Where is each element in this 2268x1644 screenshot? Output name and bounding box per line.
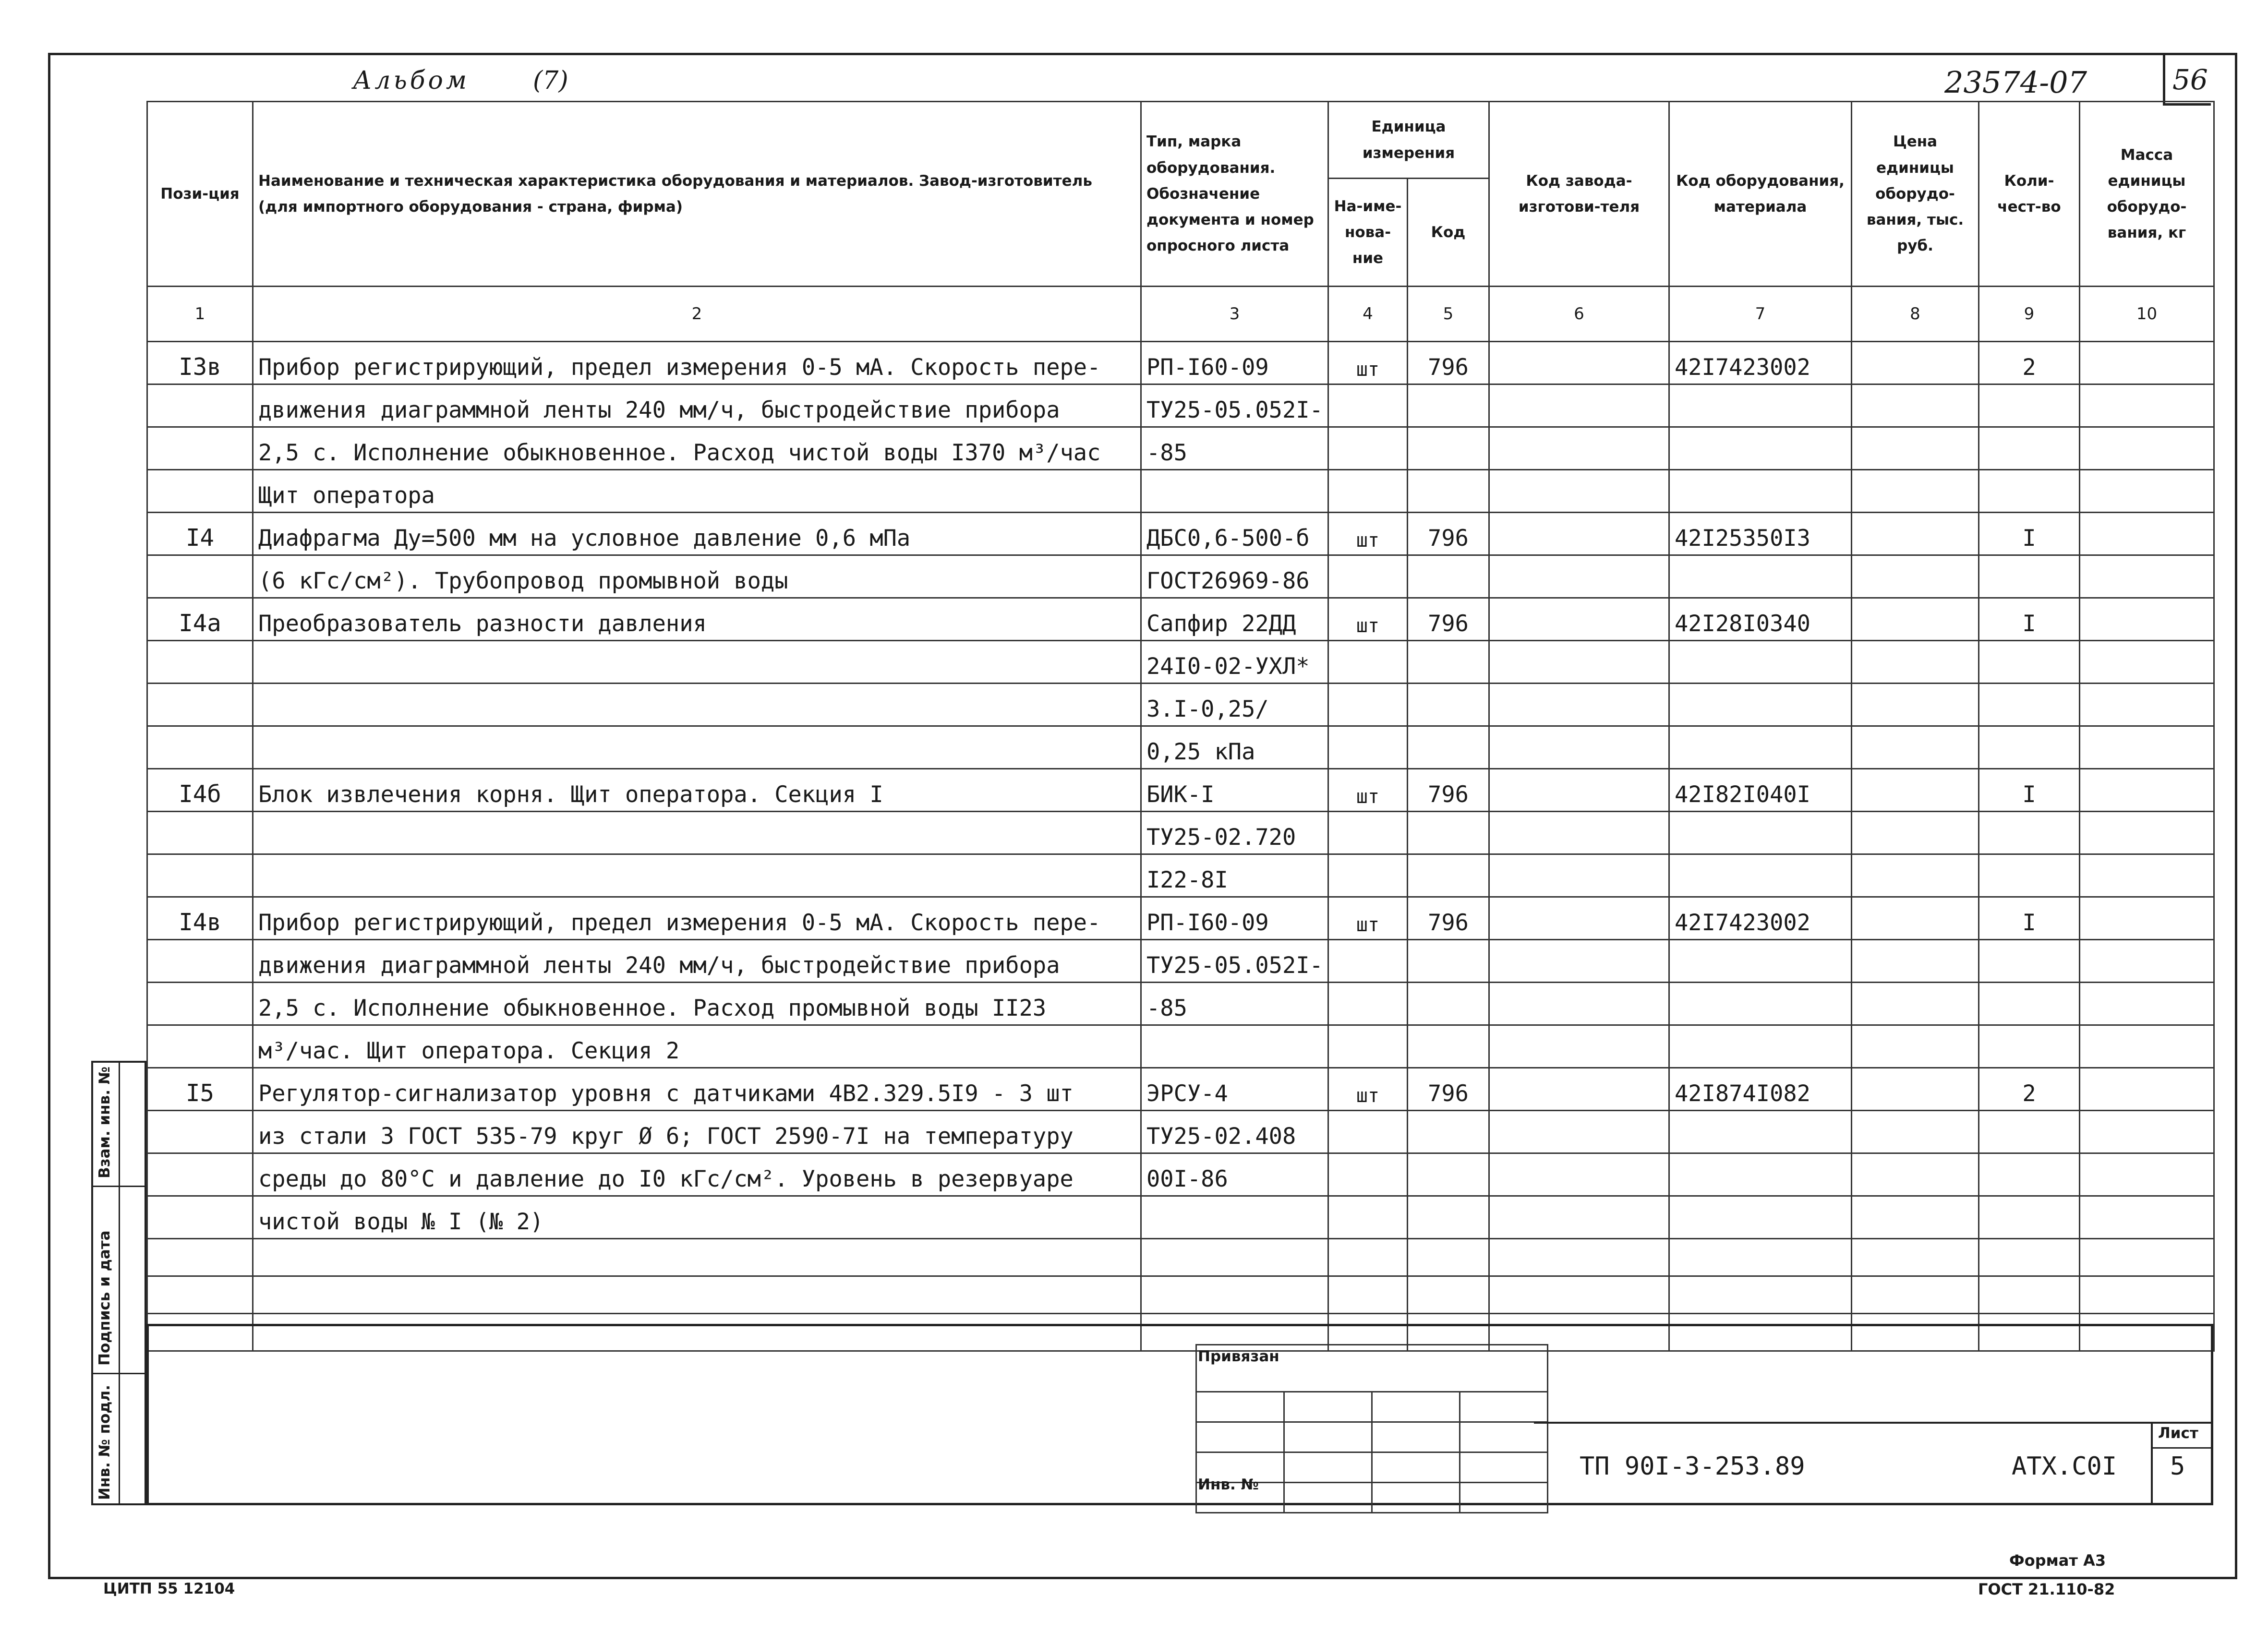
table-row <box>147 470 2214 513</box>
column-number: 4 <box>1328 287 1408 342</box>
empty-cell <box>1408 1276 1489 1314</box>
empty-cell <box>147 1239 253 1276</box>
type-cell: I22-8I <box>1141 854 1328 897</box>
price-cell <box>1852 342 1979 384</box>
equipment-code-cell <box>1669 684 1852 726</box>
plant-code-cell <box>1489 726 1669 769</box>
equipment-code-cell: 42I874I082 <box>1669 1068 1852 1111</box>
name-cell: Щит оператора <box>253 470 1141 513</box>
name-cell: из стали 3 ГОСТ 535-79 круг Ø 6; ГОСТ 2590-7I на температуру <box>253 1111 1141 1153</box>
column-number: 6 <box>1489 287 1669 342</box>
quantity-cell <box>1979 684 2080 726</box>
unit-code-cell <box>1408 555 1489 598</box>
table-row <box>147 641 2214 684</box>
equipment-code-cell <box>1669 854 1852 897</box>
unit-code-cell <box>1408 1025 1489 1068</box>
price-cell <box>1852 1196 1979 1239</box>
name-cell: среды до 80°С и давление до I0 кГс/см². Уровень в резервуаре <box>253 1153 1141 1196</box>
position-cell: I4а <box>147 598 253 641</box>
name-cell: Прибор регистрирующий, предел измерения 0-5 мА. Скорость пере- <box>253 897 1141 940</box>
equipment-code-cell <box>1669 641 1852 684</box>
name-cell: Преобразователь разности давления <box>253 598 1141 641</box>
table-row <box>147 812 2214 854</box>
quantity-cell <box>1979 641 2080 684</box>
type-cell: РП-I60-09 <box>1141 897 1328 940</box>
header-name: Наименование и техническая характеристика оборудования и материалов. Завод-изготовитель (для импортного оборудования - страна, фирма) <box>253 102 1141 287</box>
plant-code-cell <box>1489 384 1669 427</box>
quantity-cell: I <box>1979 897 2080 940</box>
empty-row <box>147 1276 2214 1314</box>
header-quantity: Коли-чест-во <box>1979 102 2080 287</box>
sheet-number: 5 <box>2170 1452 2185 1481</box>
quantity-cell: 2 <box>1979 342 2080 384</box>
equipment-code-cell <box>1669 1153 1852 1196</box>
plant-code-cell <box>1489 769 1669 812</box>
album-number: (7) <box>533 66 568 95</box>
price-cell <box>1852 1153 1979 1196</box>
quantity-cell <box>1979 854 2080 897</box>
unit-code-cell: 796 <box>1408 342 1489 384</box>
header-type: Тип, марка оборудования. Обозначение документа и номер опросного листа <box>1141 102 1328 287</box>
price-cell <box>1852 427 1979 470</box>
price-cell <box>1852 1025 1979 1068</box>
price-cell <box>1852 812 1979 854</box>
price-cell <box>1852 854 1979 897</box>
unit-name-cell <box>1328 726 1408 769</box>
type-cell: ТУ25-02.720 <box>1141 812 1328 854</box>
unit-name-cell: шт <box>1328 769 1408 812</box>
mass-cell <box>2080 641 2214 684</box>
empty-cell <box>1669 1276 1852 1314</box>
price-cell <box>1852 555 1979 598</box>
type-cell: ЭРСУ-4 <box>1141 1068 1328 1111</box>
table-row <box>147 384 2214 427</box>
empty-cell <box>1979 1276 2080 1314</box>
plant-code-cell <box>1489 897 1669 940</box>
mass-cell <box>2080 1153 2214 1196</box>
empty-cell <box>1489 1239 1669 1276</box>
unit-name-cell <box>1328 1025 1408 1068</box>
plant-code-cell <box>1489 1153 1669 1196</box>
table-row <box>147 684 2214 726</box>
name-cell <box>253 812 1141 854</box>
header-unit-name: На-име-нова-ние <box>1328 179 1408 287</box>
plant-code-cell <box>1489 342 1669 384</box>
equipment-code-cell <box>1669 1025 1852 1068</box>
equipment-code-cell: 42I28I0340 <box>1669 598 1852 641</box>
table-row <box>147 1068 2214 1111</box>
unit-code-cell <box>1408 940 1489 983</box>
header-plant-code: Код завода-изготови-теля <box>1489 102 1669 287</box>
equipment-code-cell: 42I7423002 <box>1669 342 1852 384</box>
mass-cell <box>2080 598 2214 641</box>
plant-code-cell <box>1489 1111 1669 1153</box>
name-cell <box>253 726 1141 769</box>
type-cell: -85 <box>1141 427 1328 470</box>
unit-name-cell <box>1328 812 1408 854</box>
unit-name-cell: шт <box>1328 342 1408 384</box>
quantity-cell: I <box>1979 598 2080 641</box>
plant-code-cell <box>1489 641 1669 684</box>
title-block-divider <box>1534 1422 2213 1424</box>
name-cell: (6 кГс/см²). Трубопровод промывной воды <box>253 555 1141 598</box>
mass-cell <box>2080 684 2214 726</box>
price-cell <box>1852 1111 1979 1153</box>
header-unit-group: Единица измерения <box>1328 102 1489 179</box>
printer-code: ЦИТП 55 12104 <box>103 1580 235 1597</box>
gost-standard: ГОСТ 21.110-82 <box>1978 1580 2115 1598</box>
side-strip-line <box>91 1373 146 1374</box>
mass-cell <box>2080 513 2214 555</box>
name-cell: м³/час. Щит оператора. Секция 2 <box>253 1025 1141 1068</box>
position-cell <box>147 1025 253 1068</box>
plant-code-cell <box>1489 427 1669 470</box>
equipment-code-cell <box>1669 726 1852 769</box>
name-cell: Блок извлечения корня. Щит оператора. Секция I <box>253 769 1141 812</box>
unit-code-cell: 796 <box>1408 1068 1489 1111</box>
empty-cell <box>2080 1239 2214 1276</box>
column-number: 1 <box>147 287 253 342</box>
empty-row <box>147 1239 2214 1276</box>
unit-name-cell <box>1328 1196 1408 1239</box>
table-row <box>147 555 2214 598</box>
table-row <box>147 598 2214 641</box>
quantity-cell <box>1979 555 2080 598</box>
mass-cell <box>2080 342 2214 384</box>
plant-code-cell <box>1489 1025 1669 1068</box>
position-cell: I4б <box>147 769 253 812</box>
unit-name-cell <box>1328 470 1408 513</box>
table-row <box>147 342 2214 384</box>
type-cell: 24I0-02-УХЛ* <box>1141 641 1328 684</box>
album-label: Альбом <box>353 66 470 95</box>
unit-code-cell <box>1408 427 1489 470</box>
type-cell <box>1141 470 1328 513</box>
column-number: 2 <box>253 287 1141 342</box>
unit-code-cell: 796 <box>1408 769 1489 812</box>
empty-cell <box>1669 1239 1852 1276</box>
plant-code-cell <box>1489 854 1669 897</box>
empty-cell <box>1328 1276 1408 1314</box>
quantity-cell <box>1979 812 2080 854</box>
equipment-code-cell <box>1669 470 1852 513</box>
position-cell: I5 <box>147 1068 253 1111</box>
type-cell: 0,25 кПа <box>1141 726 1328 769</box>
mass-cell <box>2080 812 2214 854</box>
mass-cell <box>2080 1196 2214 1239</box>
table-row <box>147 897 2214 940</box>
unit-code-cell <box>1408 384 1489 427</box>
unit-name-cell <box>1328 1153 1408 1196</box>
unit-name-cell: шт <box>1328 897 1408 940</box>
unit-code-cell <box>1408 641 1489 684</box>
table-row <box>147 1111 2214 1153</box>
mass-cell <box>2080 854 2214 897</box>
quantity-cell <box>1979 1025 2080 1068</box>
price-cell <box>1852 726 1979 769</box>
equipment-code-cell <box>1669 812 1852 854</box>
type-cell: ТУ25-05.052I- <box>1141 384 1328 427</box>
unit-name-cell: шт <box>1328 598 1408 641</box>
equipment-code-cell <box>1669 940 1852 983</box>
plant-code-cell <box>1489 555 1669 598</box>
quantity-cell <box>1979 1196 2080 1239</box>
position-cell <box>147 940 253 983</box>
document-mark: АТХ.С0I <box>2012 1452 2117 1481</box>
position-cell <box>147 384 253 427</box>
empty-cell <box>253 1239 1141 1276</box>
equipment-code-cell: 42I82I040I <box>1669 769 1852 812</box>
name-cell: 2,5 с. Исполнение обыкновенное. Расход промывной воды II23 <box>253 983 1141 1025</box>
equipment-code-cell <box>1669 555 1852 598</box>
plant-code-cell <box>1489 684 1669 726</box>
unit-name-cell <box>1328 555 1408 598</box>
unit-name-cell <box>1328 1111 1408 1153</box>
binding-label: Привязан <box>1198 1348 1279 1365</box>
name-cell: движения диаграммной ленты 240 мм/ч, быстродействие прибора <box>253 384 1141 427</box>
price-cell <box>1852 384 1979 427</box>
type-cell: РП-I60-09 <box>1141 342 1328 384</box>
unit-name-cell: шт <box>1328 1068 1408 1111</box>
empty-cell <box>1141 1239 1328 1276</box>
mass-cell <box>2080 769 2214 812</box>
equipment-code-cell <box>1669 427 1852 470</box>
specification-body <box>147 342 2214 1351</box>
name-cell <box>253 641 1141 684</box>
mass-cell <box>2080 1025 2214 1068</box>
position-cell <box>147 684 253 726</box>
price-cell <box>1852 684 1979 726</box>
unit-name-cell <box>1328 854 1408 897</box>
unit-code-cell: 796 <box>1408 513 1489 555</box>
column-number: 8 <box>1852 287 1979 342</box>
position-cell: I4 <box>147 513 253 555</box>
position-cell <box>147 983 253 1025</box>
mass-cell <box>2080 470 2214 513</box>
equipment-code-cell <box>1669 1111 1852 1153</box>
title-block <box>146 1324 2213 1505</box>
table-row <box>147 1196 2214 1239</box>
unit-name-cell <box>1328 983 1408 1025</box>
position-cell <box>147 1111 253 1153</box>
unit-name-cell <box>1328 427 1408 470</box>
name-cell: 2,5 с. Исполнение обыкновенное. Расход чистой воды I370 м³/час <box>253 427 1141 470</box>
plant-code-cell <box>1489 598 1669 641</box>
type-cell <box>1141 1025 1328 1068</box>
mass-cell <box>2080 940 2214 983</box>
type-cell: БИК-I <box>1141 769 1328 812</box>
table-row <box>147 769 2214 812</box>
column-number: 5 <box>1408 287 1489 342</box>
table-row <box>147 1153 2214 1196</box>
paper-format: Формат А3 <box>2009 1551 2106 1570</box>
quantity-cell <box>1979 1153 2080 1196</box>
type-cell: ТУ25-05.052I- <box>1141 940 1328 983</box>
price-cell <box>1852 897 1979 940</box>
equipment-code-cell: 42I25350I3 <box>1669 513 1852 555</box>
position-cell <box>147 726 253 769</box>
type-cell <box>1141 1196 1328 1239</box>
price-cell <box>1852 1068 1979 1111</box>
name-cell: Регулятор-сигнализатор уровня с датчиками 4В2.329.5I9 - 3 шт <box>253 1068 1141 1111</box>
type-cell: 3.I-0,25/ <box>1141 684 1328 726</box>
unit-name-cell <box>1328 684 1408 726</box>
position-cell <box>147 641 253 684</box>
plant-code-cell <box>1489 983 1669 1025</box>
empty-cell <box>253 1276 1141 1314</box>
position-cell <box>147 555 253 598</box>
unit-code-cell <box>1408 726 1489 769</box>
equipment-code-cell <box>1669 983 1852 1025</box>
empty-cell <box>1328 1239 1408 1276</box>
empty-cell <box>1408 1239 1489 1276</box>
table-row <box>147 1025 2214 1068</box>
mass-cell <box>2080 555 2214 598</box>
empty-cell <box>1852 1239 1979 1276</box>
unit-code-cell <box>1408 1196 1489 1239</box>
position-cell: I4в <box>147 897 253 940</box>
unit-name-cell <box>1328 384 1408 427</box>
plant-code-cell <box>1489 812 1669 854</box>
page-number: 56 <box>2172 63 2208 96</box>
quantity-cell: 2 <box>1979 1068 2080 1111</box>
empty-cell <box>2080 1276 2214 1314</box>
quantity-cell <box>1979 1111 2080 1153</box>
price-cell <box>1852 983 1979 1025</box>
quantity-cell <box>1979 427 2080 470</box>
column-number: 3 <box>1141 287 1328 342</box>
mass-cell <box>2080 427 2214 470</box>
equipment-code-cell <box>1669 384 1852 427</box>
position-cell <box>147 854 253 897</box>
quantity-cell <box>1979 384 2080 427</box>
equipment-code-cell: 42I7423002 <box>1669 897 1852 940</box>
price-cell <box>1852 598 1979 641</box>
type-cell: -85 <box>1141 983 1328 1025</box>
price-cell <box>1852 940 1979 983</box>
column-number: 10 <box>2080 287 2214 342</box>
header-equipment-code: Код оборудования, материала <box>1669 102 1852 287</box>
plant-code-cell <box>1489 1068 1669 1111</box>
position-cell <box>147 1153 253 1196</box>
sheet-cell-divider <box>2151 1447 2213 1449</box>
quantity-cell <box>1979 726 2080 769</box>
table-row <box>147 983 2214 1025</box>
price-cell <box>1852 513 1979 555</box>
header-position: Пози-ция <box>147 102 253 287</box>
type-cell: ДБС0,6-500-б <box>1141 513 1328 555</box>
position-cell <box>147 427 253 470</box>
replace-inventory-label: Взам. инв. № <box>96 1066 113 1178</box>
empty-cell <box>147 1276 253 1314</box>
unit-code-cell <box>1408 1111 1489 1153</box>
signature-date-label: Подпись и дата <box>96 1230 113 1366</box>
plant-code-cell <box>1489 470 1669 513</box>
unit-code-cell <box>1408 684 1489 726</box>
unit-name-cell <box>1328 940 1408 983</box>
name-cell <box>253 684 1141 726</box>
unit-name-cell: шт <box>1328 513 1408 555</box>
name-cell: чистой воды № I (№ 2) <box>253 1196 1141 1239</box>
side-strip-line <box>91 1186 146 1187</box>
quantity-cell <box>1979 983 2080 1025</box>
empty-cell <box>1852 1276 1979 1314</box>
quantity-cell: I <box>1979 513 2080 555</box>
price-cell <box>1852 769 1979 812</box>
sheet-label: Лист <box>2158 1425 2198 1442</box>
table-row <box>147 854 2214 897</box>
document-code: ТП 90I-3-253.89 <box>1580 1452 1805 1481</box>
mass-cell <box>2080 726 2214 769</box>
column-number: 9 <box>1979 287 2080 342</box>
unit-code-cell <box>1408 470 1489 513</box>
type-cell: ГОСТ26969-86 <box>1141 555 1328 598</box>
unit-code-cell <box>1408 983 1489 1025</box>
type-cell: ТУ25-02.408 <box>1141 1111 1328 1153</box>
unit-code-cell <box>1408 1153 1489 1196</box>
price-cell <box>1852 470 1979 513</box>
header-price: Цена единицы оборудо-вания, тыс. руб. <box>1852 102 1979 287</box>
empty-cell <box>1141 1276 1328 1314</box>
table-row <box>147 513 2214 555</box>
plant-code-cell <box>1489 940 1669 983</box>
mass-cell <box>2080 1111 2214 1153</box>
unit-code-cell <box>1408 854 1489 897</box>
position-cell: I3в <box>147 342 253 384</box>
name-cell: движения диаграммной ленты 240 мм/ч, быстродействие прибора <box>253 940 1141 983</box>
mass-cell <box>2080 897 2214 940</box>
table-row <box>147 940 2214 983</box>
unit-name-cell <box>1328 641 1408 684</box>
mass-cell <box>2080 983 2214 1025</box>
plant-code-cell <box>1489 1196 1669 1239</box>
price-cell <box>1852 641 1979 684</box>
unit-code-cell: 796 <box>1408 897 1489 940</box>
name-cell <box>253 854 1141 897</box>
side-strip-divider <box>119 1061 120 1505</box>
position-cell <box>147 1196 253 1239</box>
original-inventory-label: Инв. № подл. <box>96 1385 113 1500</box>
empty-cell <box>1979 1239 2080 1276</box>
mass-cell <box>2080 384 2214 427</box>
quantity-cell: I <box>1979 769 2080 812</box>
specification-table <box>146 101 2215 1352</box>
position-cell <box>147 812 253 854</box>
inventory-label: Инв. № <box>1198 1476 1259 1493</box>
type-cell: Сапфир 22ДД <box>1141 598 1328 641</box>
unit-code-cell: 796 <box>1408 598 1489 641</box>
header-mass: Масса единицы оборудо-вания, кг <box>2080 102 2214 287</box>
quantity-cell <box>1979 940 2080 983</box>
equipment-code-cell <box>1669 1196 1852 1239</box>
quantity-cell <box>1979 470 2080 513</box>
column-number: 7 <box>1669 287 1852 342</box>
name-cell: Диафрагма Ду=500 мм на условное давление 0,6 мПа <box>253 513 1141 555</box>
header-unit-code: Код <box>1408 179 1489 287</box>
inventory-number: 23574-07 <box>1944 65 2087 100</box>
type-cell: 00I-86 <box>1141 1153 1328 1196</box>
plant-code-cell <box>1489 513 1669 555</box>
table-row <box>147 726 2214 769</box>
name-cell: Прибор регистрирующий, предел измерения 0-5 мА. Скорость пере- <box>253 342 1141 384</box>
mass-cell <box>2080 1068 2214 1111</box>
unit-code-cell <box>1408 812 1489 854</box>
table-row <box>147 427 2214 470</box>
empty-cell <box>1489 1276 1669 1314</box>
position-cell <box>147 470 253 513</box>
